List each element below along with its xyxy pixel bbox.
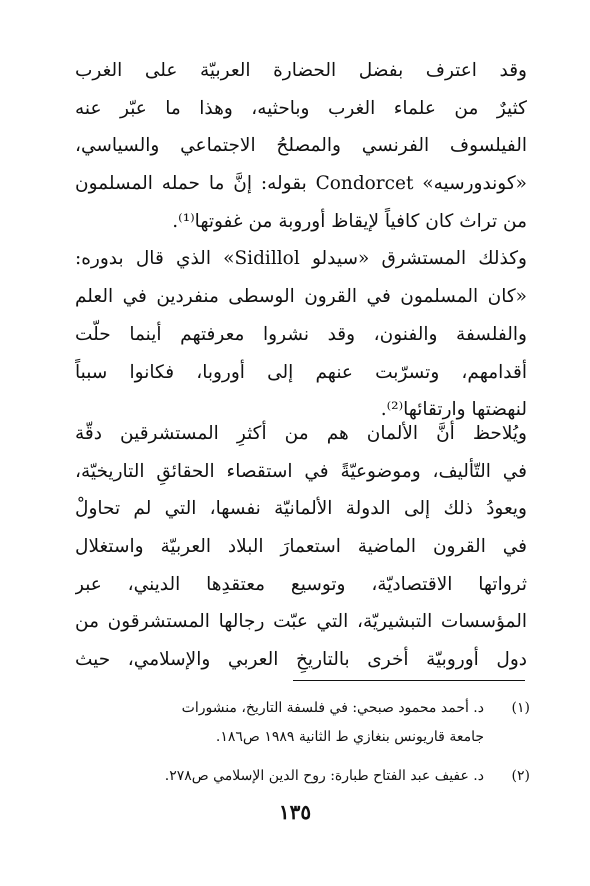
paragraph-line: وكذلك المستشرق «سيدلو Sidillol» الذي قال بدوره: (75, 248, 527, 270)
paragraph-line: «كوندورسيه» Condorcet بقوله: إنَّ ما حمله المسلمون (75, 173, 527, 195)
footnote-1 (75, 694, 530, 752)
page-number: ١٣٥ (278, 800, 312, 824)
paragraph-line: كثيرٌ من علماء الغرب وباحثيه، وهذا ما عبّر عنه (75, 97, 527, 119)
paragraph-line: والفلسفة والفنون، وقد نشروا معرفتهم أينما حلّت (75, 323, 527, 345)
paragraph-line: ويعودُ ذلك إلى الدولة الألمانيّة نفسها، التي لم تحاولْ (75, 498, 527, 520)
paragraph-line: في التّأليف، وموضوعيّةً في استقصاء الحقائقِ التاريخيّة، (75, 460, 527, 482)
footnote-text: جامعة قاريونس بنغازي ط الثانية ١٩٨٩ ص١٨٦. (215, 729, 484, 745)
footnote-number: (٢) (511, 768, 530, 784)
paragraph-1 (75, 52, 527, 429)
paragraph-line: الفيلسوف الفرنسي والمصلحُ الاجتماعي والسياسي، (75, 135, 527, 157)
paragraph-line: من تراث كان كافياً لإيقاظ أوروبة من غفوتها⁽¹⁾. (172, 210, 527, 232)
footnote-text: د. عفيف عبد الفتاح طبارة: روح الدين الإسلامي ص٢٧٨. (164, 768, 484, 784)
paragraph-line: وقد اعترف بفضل الحضارة العربيّة على الغرب (75, 60, 527, 81)
paragraph-line: في القرون الماضية استعمارَ البلاد العربيّة واستغلال (75, 536, 527, 558)
paragraph-line: أقدامهم، وتسرّبت عنهم إلى أوروبا، فكانوا سبباً (75, 361, 527, 383)
paragraph-line: دول أوروبيّة أخرى بالتاريخِ العربي والإسلامي، حيث (75, 649, 527, 671)
paragraph-line: ثرواتها الاقتصاديّة، وتوسيع معتقدِها الديني، عبر (75, 573, 527, 595)
paragraph-line: لنهضتها وارتقائها⁽²⁾. (380, 399, 527, 421)
footnotes (75, 694, 530, 791)
paragraph-line: ويُلاحظ أنَّ الألمان هم من أكثرِ المستشرقين دقّة (75, 423, 527, 444)
paragraph-2 (75, 415, 527, 679)
footnote-text: د. أحمد محمود صبحي: في فلسفة التاريخ، منشورات (181, 700, 484, 716)
footnote-2 (75, 762, 530, 791)
paragraph-line: المؤسسات التبشيريّة، التي عبّت رجالها المستشرقون من (75, 611, 527, 633)
paragraph-line: «كان المسلمون في القرون الوسطى منفردين في العلم (75, 286, 527, 308)
footnote-number: (١) (511, 700, 530, 716)
footnote-separator (293, 680, 525, 681)
